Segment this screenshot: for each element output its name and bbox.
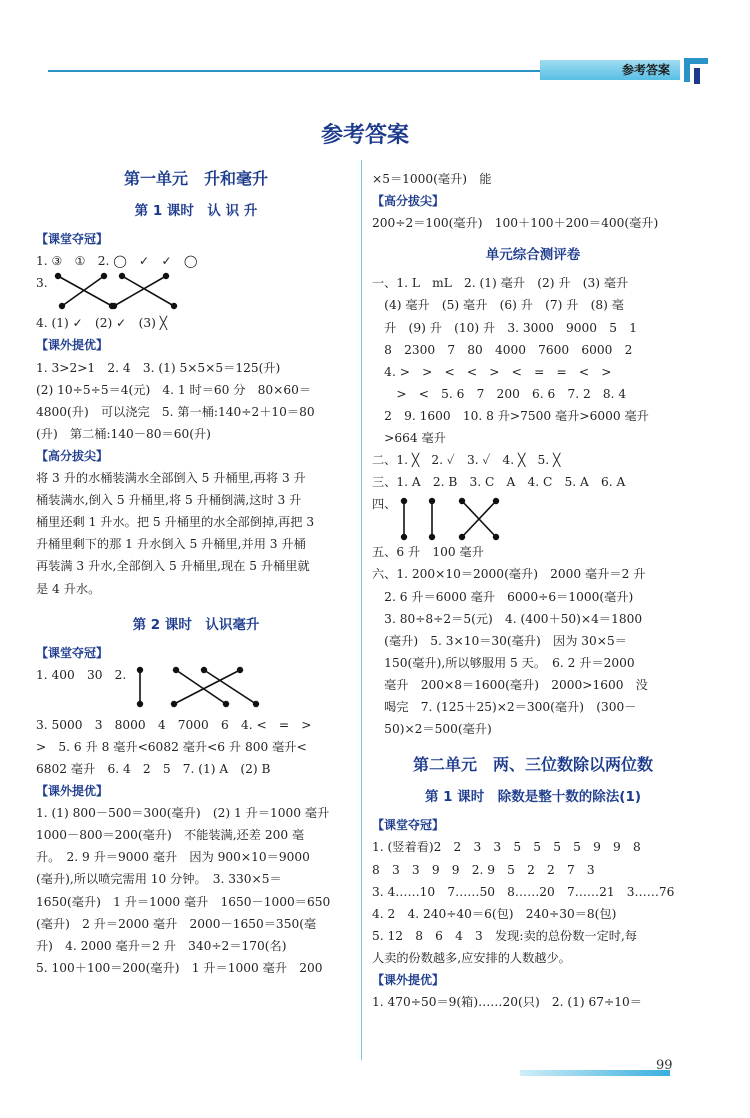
unit1-heading: 第一单元 升和毫升: [123, 169, 268, 188]
answer-line: 再装满 3 升水,全部倒入 5 升桶里,现在 5 升桶里就: [36, 559, 310, 574]
section-label: 【课外提优】: [372, 973, 445, 987]
lesson3-heading: 第 1 课时 除数是整十数的除法(1): [424, 789, 642, 806]
answer-line: 1. ③ ① 2. ◯ ✓ ✓ ◯: [36, 254, 198, 269]
left-column: [36, 168, 356, 979]
answer-line: ×5＝1000(毫升) 能: [372, 172, 492, 186]
column-divider: [361, 160, 362, 1060]
section-label: 【课堂夺冠】: [36, 645, 109, 660]
answer-line: 升) 4. 2000 毫升＝2 升 340÷2＝170(名): [36, 938, 287, 953]
answer-line: 二、1. ╳ 2. ✓ 3. ✓ 4. ╳ 5. ╳: [372, 453, 561, 468]
answer-line: 2. 6 升＝6000 毫升 6000÷6＝1000(毫升): [372, 589, 634, 604]
answer-line: > 5. 6 升 8 毫升<6082 毫升<6 升 800 毫升<: [36, 739, 307, 754]
answer-line: >664 毫升: [372, 431, 446, 446]
answer-line: 桶装满水,倒入 5 升桶里,将 5 升桶倒满,这时 3 升: [36, 493, 302, 508]
answer-line: 喝完 7. (125＋25)×2＝300(毫升) (300－: [372, 699, 637, 714]
section-label: 【课堂夺冠】: [372, 818, 445, 833]
answer-line: 1. 3>2>1 2. 4 3. (1) 5×5×5＝125(升): [36, 360, 281, 375]
right-column: [372, 168, 694, 1013]
page-number: 99: [656, 1058, 673, 1073]
answer-line: 200÷2＝100(毫升) 100＋100＋200＝400(毫升): [372, 216, 659, 231]
answer-line: 8 3 3 9 9 2. 9 5 2 2 7 3: [372, 862, 595, 877]
answer-line: 升桶里剩下的那 1 升水倒入 5 升桶里,并用 3 升桶: [36, 537, 306, 552]
figure-label: 四、: [372, 497, 397, 512]
answer-line: 将 3 升的水桶装满水全部倒入 5 升桶里,再将 3 升: [36, 471, 306, 486]
figure-label: 3.: [36, 276, 48, 291]
answer-line: 3. 4……10 7……50 8……20 7……21 3……76: [372, 884, 675, 899]
answer-line: 是 4 升水。: [36, 581, 101, 596]
answer-line: 50)×2＝500(毫升): [372, 722, 492, 737]
section-label: 【课外提优】: [36, 784, 109, 799]
matching-figure-2: [36, 664, 356, 708]
header-rule: [48, 70, 548, 72]
answer-line: 6802 毫升 6. 4 2 5 7. (1) A (2) B: [36, 761, 271, 776]
test-heading: 单元综合测评卷: [485, 247, 581, 264]
matching-lines-icon: [52, 272, 192, 312]
figure-label: 1. 400 30 2.: [36, 667, 127, 682]
answer-line: 1. 470÷50＝9(箱)……20(只) 2. (1) 67÷10＝: [372, 995, 642, 1010]
matching-lines-icon: [134, 666, 264, 708]
answer-line: 4. > > < < > < = = < >: [372, 364, 612, 379]
answer-line: 5. 100＋100＝200(毫升) 1 升＝1000 毫升 200: [36, 960, 323, 975]
footer-bar: [520, 1070, 670, 1076]
matching-figure-3: [372, 493, 694, 541]
answer-line: (4) 毫升 (5) 毫升 (6) 升 (7) 升 (8) 毫: [372, 298, 624, 313]
section-label: 【课外提优】: [36, 338, 109, 353]
section-label: 【高分拔尖】: [36, 448, 109, 463]
answer-line: (毫升),所以喷完需用 10 分钟。 3. 330×5＝: [36, 872, 282, 887]
answer-line: 升 (9) 升 (10) 升 3. 3000 9000 5 1: [372, 320, 637, 335]
answer-line: 8 2300 7 80 4000 7600 6000 2: [372, 342, 633, 357]
answer-line: 五、6 升 100 毫升: [372, 545, 484, 560]
answer-line: 4. (1) ✓ (2) ✓ (3) ╳: [36, 316, 168, 331]
answer-line: 1000－800＝200(毫升) 不能装满,还差 200 毫: [36, 828, 305, 843]
matching-lines-icon: [398, 497, 508, 541]
corner-bracket-icon: [684, 54, 712, 84]
answer-line: (升) 第二桶:140－80＝60(升): [36, 426, 211, 441]
header-tab: [540, 60, 680, 80]
section-label: 【课堂夺冠】: [36, 232, 109, 247]
answer-line: 六、1. 200×10＝2000(毫升) 2000 毫升＝2 升: [372, 567, 646, 582]
answer-line: (毫升) 5. 3×10＝30(毫升) 因为 30×5＝: [372, 633, 627, 648]
section-label: 【高分拔尖】: [372, 194, 445, 209]
answer-line: (2) 10÷5÷5＝4(元) 4. 1 时＝60 分 80×60＝: [36, 382, 312, 397]
answer-line: 3. 5000 3 8000 4 7000 6 4. < = >: [36, 717, 312, 732]
answer-line: 桶里还剩 1 升水。把 5 升桶里的水全部倒掉,再把 3: [36, 515, 315, 530]
answer-line: 1650(毫升) 1 升＝1000 毫升 1650－1000＝650: [36, 894, 331, 909]
answer-line: 毫升 200×8＝1600(毫升) 2000>1600 没: [372, 677, 648, 692]
answer-line: 升。 2. 9 升＝9000 毫升 因为 900×10＝9000: [36, 850, 310, 865]
page-title: 参考答案: [320, 123, 409, 148]
answer-line: 3. 80÷8÷2＝5(元) 4. (400＋50)×4＝1800: [372, 611, 643, 626]
answer-line: 一、1. L mL 2. (1) 毫升 (2) 升 (3) 毫升: [372, 276, 629, 291]
answer-line: 人卖的份数越多,应安排的人数越少。: [372, 950, 571, 965]
answer-line: > < 5. 6 7 200 6. 6 7. 2 8. 4: [372, 386, 627, 401]
lesson1-heading: 第 1 课时 认 识 升: [134, 203, 258, 220]
answer-line: 5. 12 8 6 4 3 发现:卖的总份数一定时,每: [372, 928, 638, 943]
answer-line: 1. (1) 800－500＝300(毫升) (2) 1 升＝1000 毫升: [36, 806, 330, 821]
answer-line: 1. (竖着看)2 2 3 3 5 5 5 5 9 9 8: [372, 840, 641, 855]
answer-line: 2 9. 1600 10. 8 升>7500 毫升>6000 毫升: [372, 408, 649, 423]
lesson2-heading: 第 2 课时 认识毫升: [132, 616, 260, 633]
answer-line: 4800(升) 可以浇完 5. 第一桶:140÷2＋10＝80: [36, 404, 315, 419]
matching-figure-1: [36, 272, 356, 312]
answer-line: 4. 2 4. 240÷40＝6(包) 240÷30＝8(包): [372, 906, 617, 921]
answer-line: (毫升) 2 升＝2000 毫升 2000－1650＝350(毫: [36, 916, 317, 931]
answer-line: 150(毫升),所以够服用 5 天。 6. 2 升＝2000: [372, 655, 635, 670]
answer-line: 三、1. A 2. B 3. C A 4. C 5. A 6. A: [372, 475, 626, 490]
header-tab-label: 参考答案: [621, 63, 670, 77]
unit2-heading: 第二单元 两、三位数除以两位数: [412, 755, 653, 775]
